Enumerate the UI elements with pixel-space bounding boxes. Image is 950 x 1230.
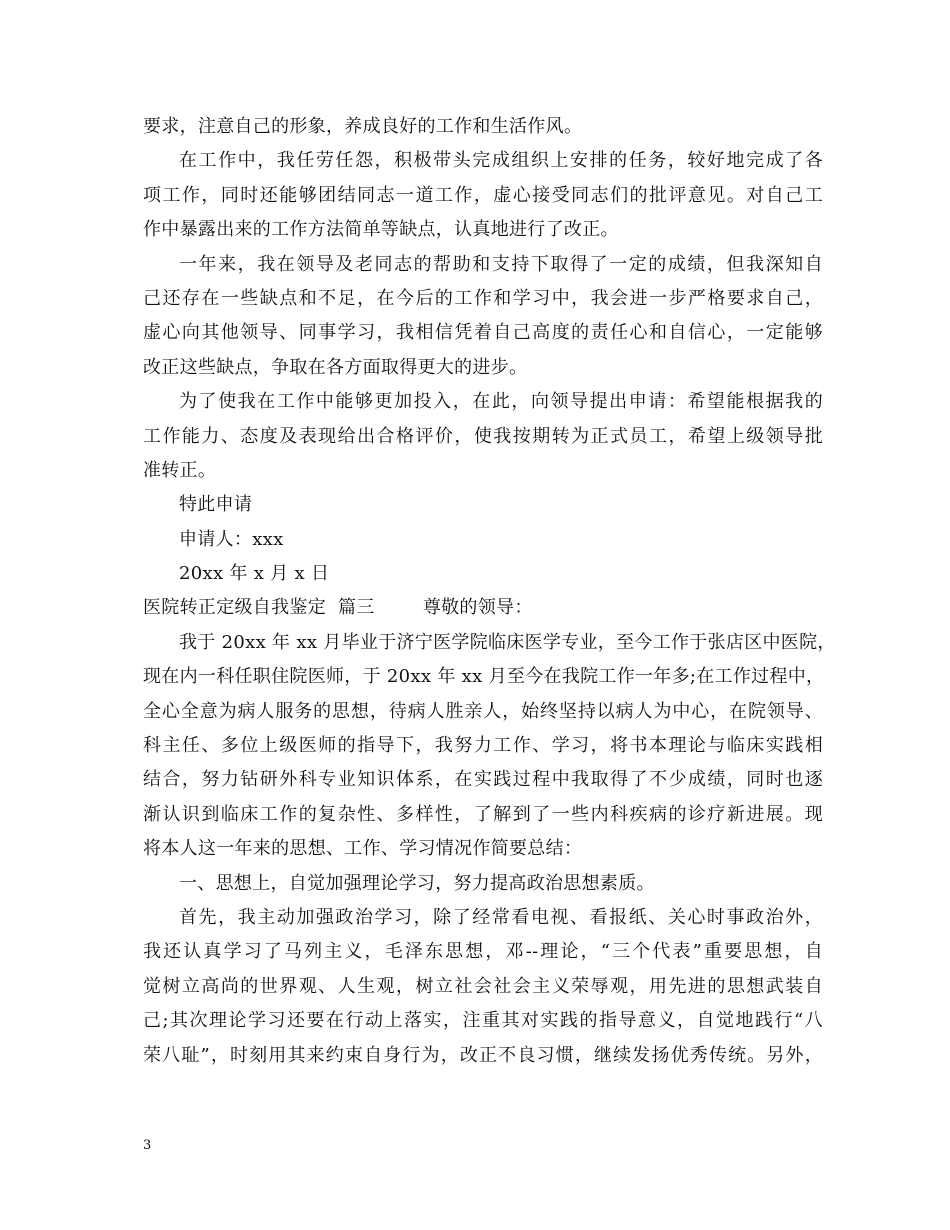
text-line: 改正这些缺点，争取在各方面取得更大的进步。 bbox=[143, 356, 528, 378]
text-line: 首先，我主动加强政治学习，除了经常看电视、看报纸、关心时事政治外， bbox=[179, 906, 823, 928]
page-number: 3 bbox=[143, 1138, 152, 1153]
text-line: 工作能力、态度及表现给出合格评价，使我按期转为正式员工，希望上级领导批 bbox=[143, 425, 823, 447]
text-line: 觉树立高尚的世界观、人生观，树立社会社会主义荣辱观，用先进的思想武装自 bbox=[143, 975, 823, 997]
text-line: 要求，注意自己的形象，养成良好的工作和生活作风。 bbox=[143, 116, 583, 137]
text-line: 己还存在一些缺点和不足，在今后的工作和学习中，我会进一步严格要求自己， bbox=[143, 287, 823, 309]
subsection-heading: 一、思想上，自觉加强理论学习，努力提高政治思想素质。 bbox=[179, 872, 655, 894]
closing-text: 特此申请 bbox=[179, 494, 253, 516]
text-line: 将本人这一年来的思想、工作、学习情况作简要总结： bbox=[143, 838, 583, 860]
text-line: 为了使我在工作中能够更加投入，在此，向领导提出申请：希望能根据我的 bbox=[179, 391, 823, 413]
text-line: 结合，努力钻研外科专业知识体系，在实践过程中我取得了不少成绩，同时也逐 bbox=[143, 769, 823, 791]
text-line: 渐认识到临床工作的复杂性、多样性，了解到了一些内科疾病的诊疗新进展。现 bbox=[143, 803, 823, 825]
text-line: 我还认真学习了马列主义，毛泽东思想，邓--理论，“三个代表”重要思想，自 bbox=[143, 941, 823, 963]
text-line: 准转正。 bbox=[143, 459, 217, 481]
text-line: 我于 20xx 年 xx 月毕业于济宁医学院临床医学专业，至今工作于张店区中医院， bbox=[179, 631, 836, 653]
applicant-line: 申请人：xxx bbox=[179, 528, 284, 550]
text-line: 荣八耻”，时刻用其来约束自身行为，改正不良习惯，继续发扬优秀传统。另外， bbox=[143, 1044, 823, 1066]
document-body bbox=[143, 110, 836, 1073]
text-line: 己;其次理论学习还要在行动上落实，注重其对实践的指导意义，自觉地践行“八 bbox=[143, 1010, 824, 1032]
section-heading: 医院转正定级自我鉴定 篇三 尊敬的领导： bbox=[143, 597, 533, 619]
text-line: 虚心向其他领导、同事学习，我相信凭着自己高度的责任心和自信心，一定能够 bbox=[143, 322, 823, 344]
date-line: 20xx 年 x 月 x 日 bbox=[179, 563, 330, 585]
text-line: 现在内一科任职住院医师，于 20xx 年 xx 月至今在我院工作一年多;在工作过程中， bbox=[143, 666, 825, 688]
text-line: 一年来，我在领导及老同志的帮助和支持下取得了一定的成绩，但我深知自 bbox=[179, 253, 823, 275]
text-line: 在工作中，我任劳任怨，积极带头完成组织上安排的任务，较好地完成了各 bbox=[179, 150, 823, 172]
text-line: 项工作，同时还能够团结同志一道工作，虚心接受同志们的批评意见。对自己工 bbox=[143, 184, 823, 206]
text-line: 全心全意为病人服务的思想，待病人胜亲人，始终坚持以病人为中心，在院领导、 bbox=[143, 700, 823, 722]
text-line: 科主任、多位上级医师的指导下，我努力工作、学习，将书本理论与临床实践相 bbox=[143, 735, 823, 757]
text-line: 作中暴露出来的工作方法简单等缺点，认真地进行了改正。 bbox=[143, 219, 619, 241]
